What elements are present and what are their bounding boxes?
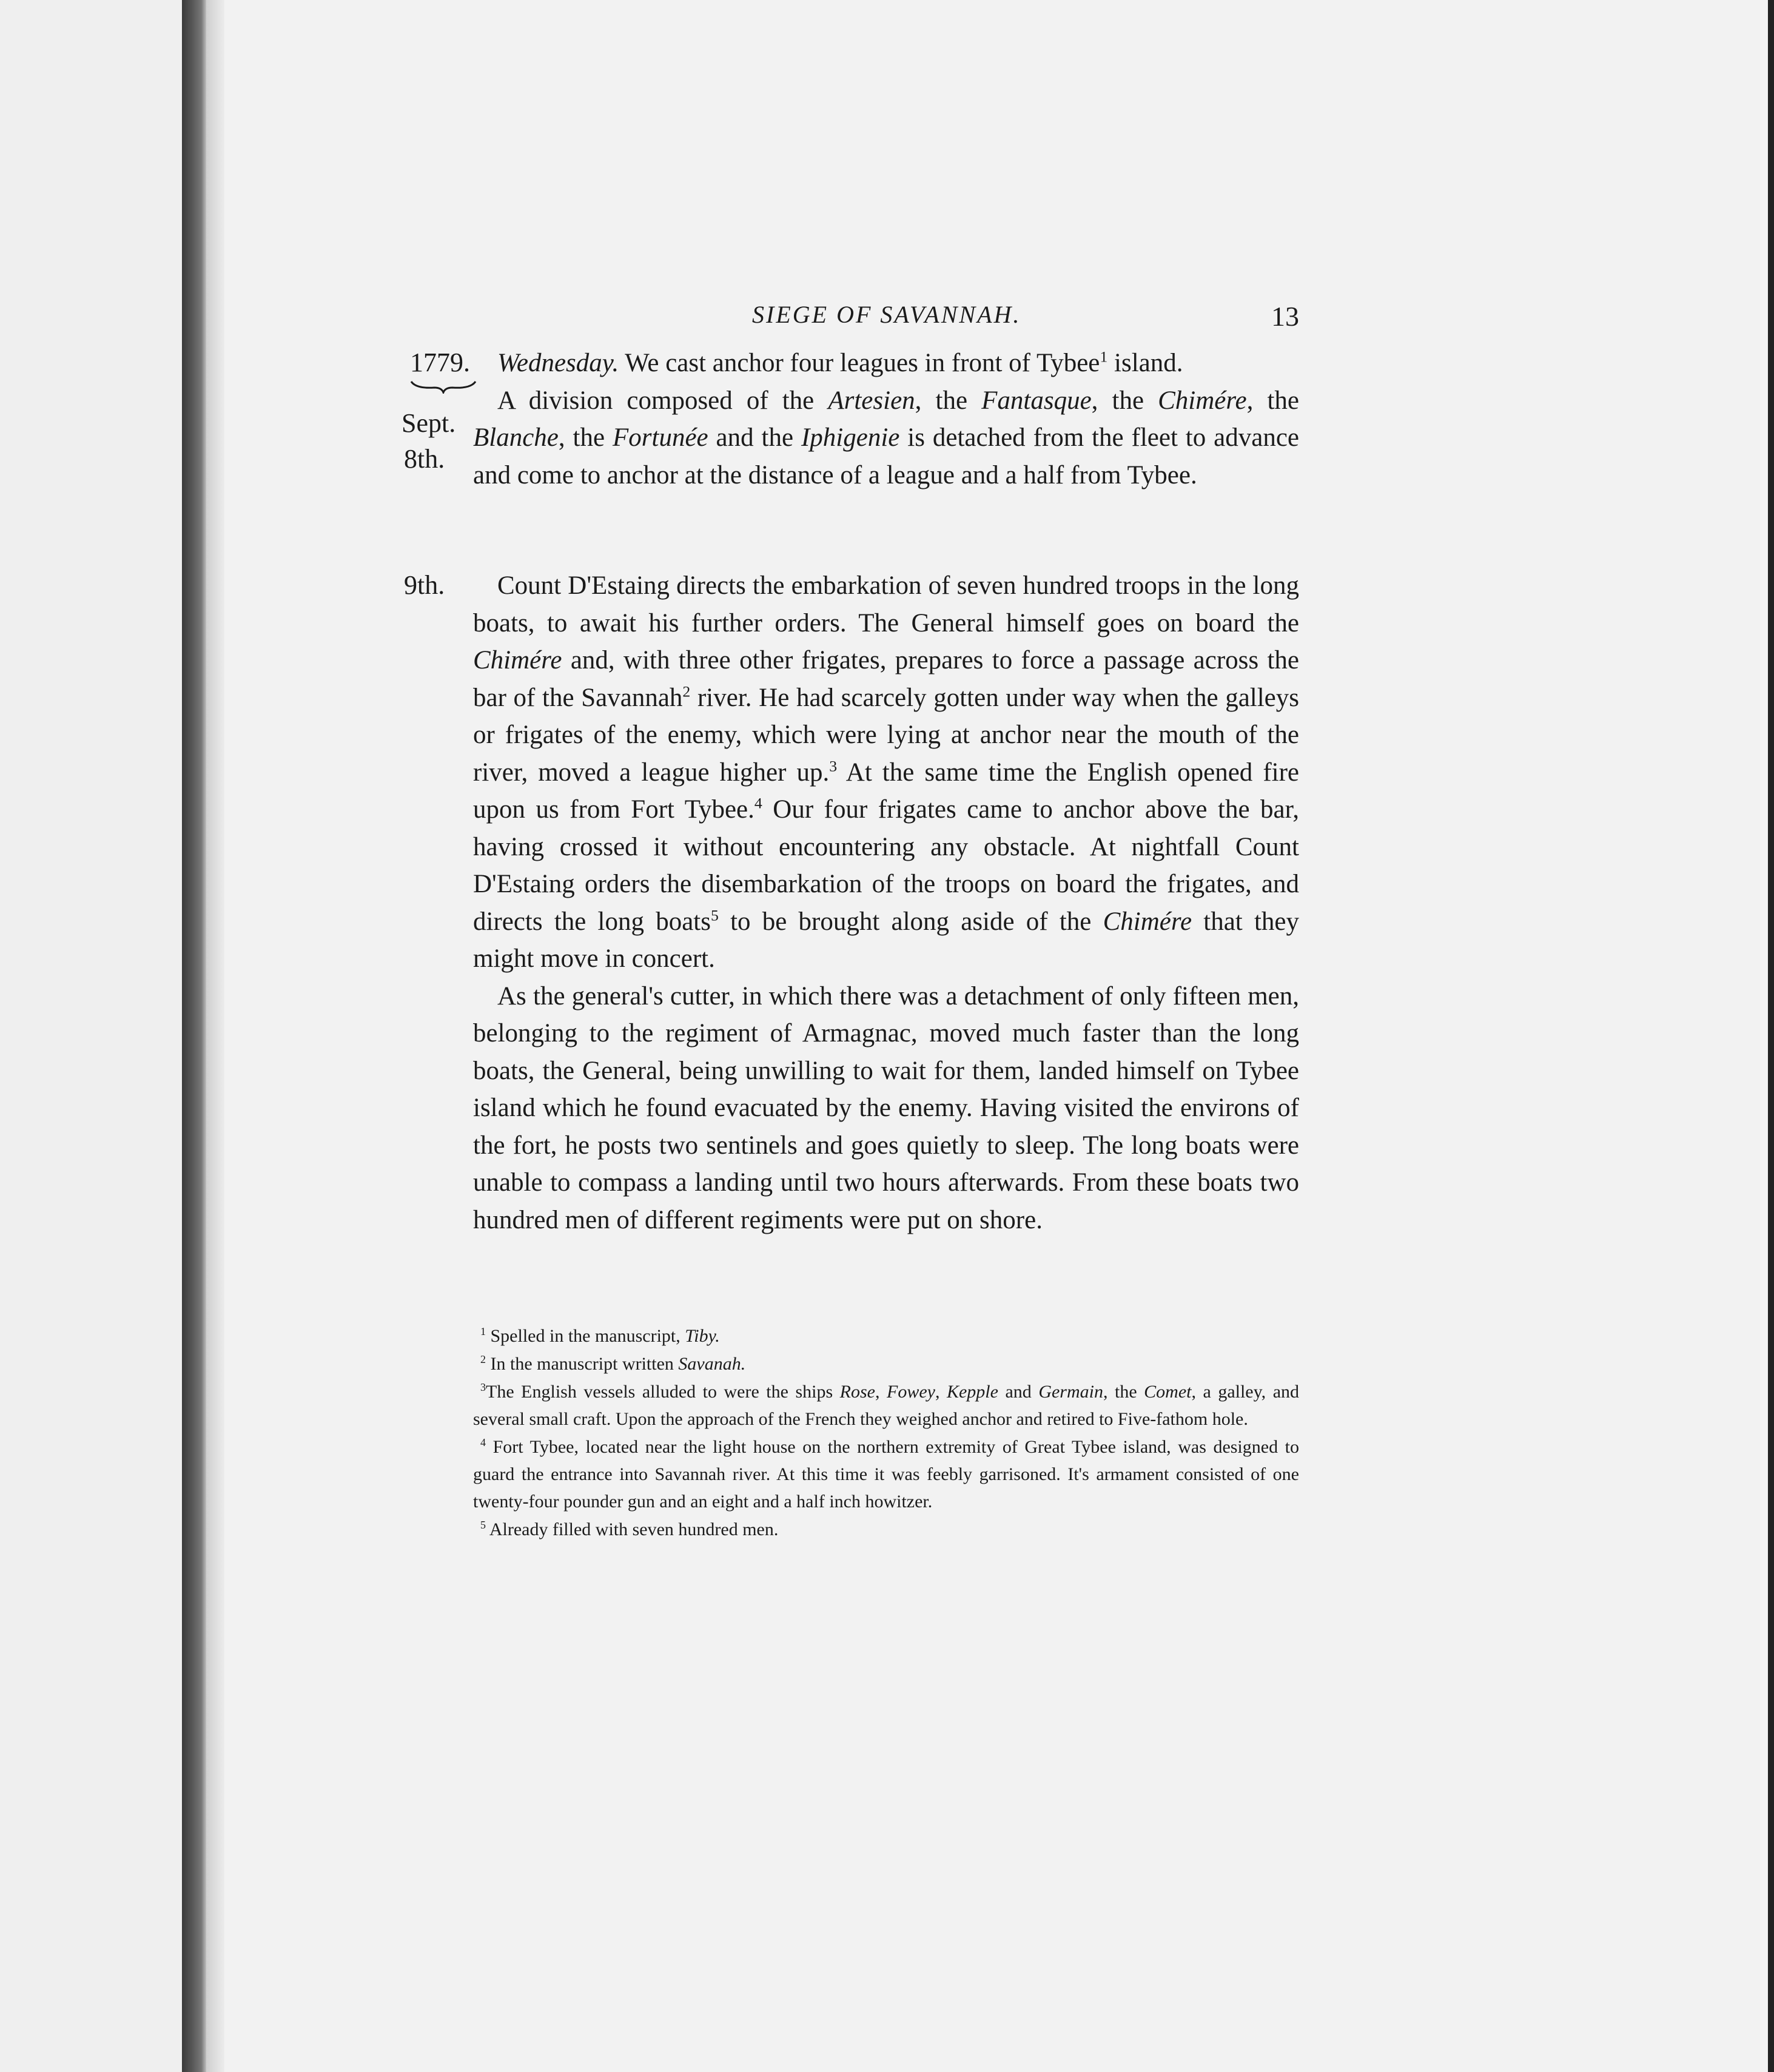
- text: In the manuscript written: [486, 1354, 679, 1374]
- margin-year: 1779.: [410, 348, 470, 377]
- text: island.: [1107, 349, 1183, 377]
- text: Tiby.: [685, 1326, 720, 1346]
- ship-name: Chimére: [473, 646, 562, 674]
- footnote-number: 3: [480, 1381, 486, 1393]
- text: Savanah.: [678, 1354, 746, 1374]
- gutter-shadow: [206, 0, 224, 2072]
- footnote-ref[interactable]: 3: [829, 757, 838, 775]
- text: , the: [915, 386, 982, 415]
- footnote-ref[interactable]: 1: [1100, 348, 1108, 366]
- paragraph: [473, 382, 1299, 494]
- text: and the: [708, 423, 801, 452]
- margin-month: Sept.: [402, 408, 456, 438]
- text: Spelled in the manuscript,: [486, 1326, 685, 1346]
- page-header: [473, 300, 1299, 337]
- footnote-2: [473, 1350, 1299, 1377]
- footnotes: [473, 1322, 1299, 1544]
- text: We cast anchor four leagues in front of Tybee: [619, 349, 1100, 377]
- text: is detached from the fleet to advance and come to anchor at the distance of a league and a half from Tybee.: [473, 423, 1299, 489]
- text: , the: [1103, 1382, 1144, 1402]
- paragraph: [473, 567, 1299, 978]
- text: The English vessels alluded to were the ships: [486, 1382, 840, 1402]
- text: Count D'Estaing directs the embarkation of seven hundred troops in the long boats, to await his further orders. The General himself goes on board the: [473, 571, 1299, 637]
- text: Fort Tybee, located near the light house on the northern extremity of Great Tybee island, was designed to guard the entrance into Savannah river. At this time it was feebly garrisoned. It's armament consisted of one twenty-four pounder gun and an eight and a half inch howitzer.: [473, 1437, 1299, 1512]
- text: to be brought along aside of the: [718, 907, 1103, 936]
- ship-name: Fowey: [887, 1382, 935, 1402]
- text: river. He had scarcely gotten under way when the galleys or frigates of the enemy, which were lying at anchor near the mouth of the river, moved a league higher up.: [473, 683, 1299, 787]
- text: , a galley, and several small craft. Upon the approach of the French they weighed anchor and retired to Five-fathom hole.: [473, 1382, 1300, 1429]
- margin-day-8th: 8th.: [404, 444, 445, 474]
- text: Already filled with seven hundred men.: [486, 1519, 779, 1539]
- footnote-ref[interactable]: 2: [682, 682, 691, 701]
- entry-sept-9: [473, 567, 1299, 1239]
- text: , the: [1246, 386, 1299, 415]
- weekday: Wednesday.: [497, 349, 619, 377]
- page-number: 13: [1271, 301, 1299, 332]
- footnote-number: 5: [480, 1519, 486, 1531]
- scan-right-edge: [1768, 0, 1774, 2072]
- text: and, with three other frigates, prepares to force a passage across the bar of the Savannah: [473, 646, 1299, 712]
- ship-name: Comet: [1144, 1382, 1192, 1402]
- footnote-5: [473, 1516, 1299, 1543]
- text: ,: [875, 1382, 887, 1402]
- text: Our four frigates came to anchor above the bar, having crossed it without encountering any obstacle. At nightfall Count D'Estaing orders the disembarkation of the troops on board the frigates, and directs the long boats: [473, 795, 1299, 936]
- text: , the: [1091, 386, 1158, 415]
- footnote-number: 2: [480, 1353, 486, 1365]
- text: , the: [558, 423, 613, 452]
- book-spine-shadow: [182, 0, 206, 2072]
- text: and: [998, 1382, 1039, 1402]
- ship-name: Rose: [839, 1382, 875, 1402]
- running-title: SIEGE OF SAVANNAH.: [752, 301, 1021, 328]
- paragraph: [473, 345, 1299, 382]
- ship-name: Blanche: [473, 423, 559, 452]
- footnote-3: [473, 1378, 1299, 1433]
- footnote-1: [473, 1322, 1299, 1350]
- margin-day-9th: 9th.: [404, 570, 445, 600]
- margin-brace-icon: [410, 379, 477, 394]
- ship-name: Fortunée: [613, 423, 708, 452]
- paragraph: As the general's cutter, in which there was a detachment of only fifteen men, belonging to the regiment of Armagnac, moved much faster than the long boats, the General, being unwilling to wait for them, landed himself on Tybee island which he found evacuated by the enemy. Having visited the environs of the fort, he posts two sentinels and goes quietly to sleep. The long boats were unable to compass a landing until two hours afterwards. From these boats two hundred men of different regiments were put on shore.: [473, 981, 1299, 1234]
- footnote-4: [473, 1433, 1299, 1515]
- ship-name: Chimére: [1103, 907, 1192, 936]
- ship-name: Artesien: [828, 386, 915, 415]
- text: At the same time the English opened fire upon us from Fort Tybee.: [473, 758, 1299, 824]
- footnote-ref[interactable]: 5: [710, 906, 719, 924]
- ship-name: Iphigenie: [801, 423, 900, 452]
- ship-name: Fantasque: [981, 386, 1092, 415]
- text: ,: [935, 1382, 947, 1402]
- ship-name: Kepple: [946, 1382, 998, 1402]
- text: that they might move in concert.: [473, 907, 1299, 973]
- text: A division composed of the: [497, 386, 828, 415]
- footnote-ref[interactable]: 4: [754, 794, 762, 812]
- entry-sept-8: [473, 345, 1299, 494]
- ship-name: Chimére: [1158, 386, 1247, 415]
- footnote-number: 4: [480, 1436, 486, 1448]
- ship-name: Germain: [1038, 1382, 1103, 1402]
- footnote-number: 1: [480, 1325, 486, 1337]
